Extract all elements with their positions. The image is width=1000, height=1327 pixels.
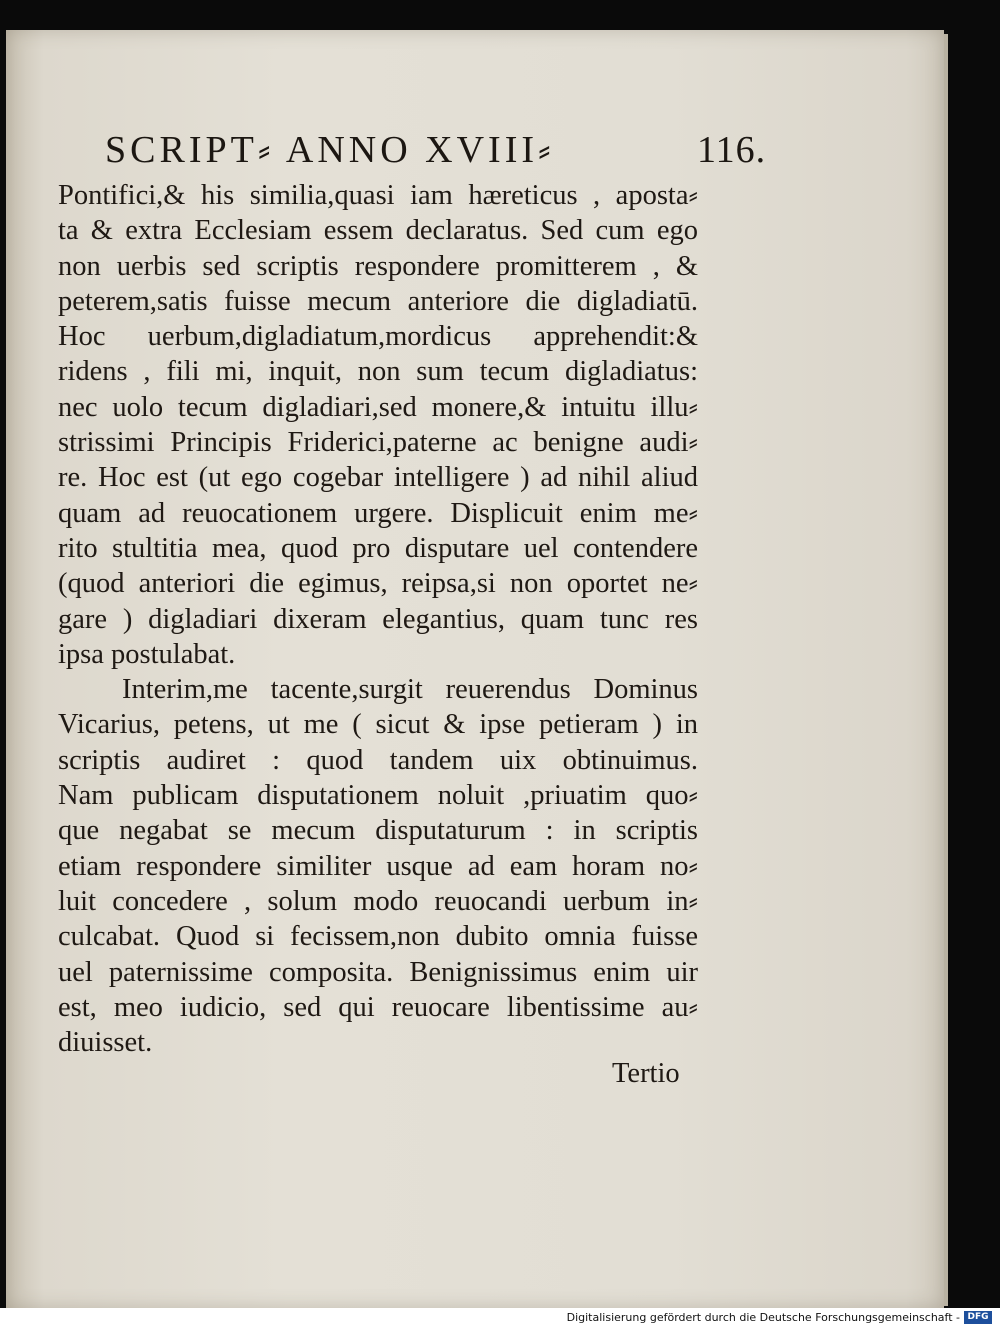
text-line: etiam respondere similiter usque ad eam horam no⸗: [58, 850, 698, 882]
text-line: Hoc uerbum,digladiatum,mordicus apprehendit:&: [58, 321, 698, 353]
catchword: Tertio: [612, 1058, 680, 1089]
text-line: (quod anteriori die egimus, reipsa,si non oportet ne⸗: [58, 568, 698, 600]
running-header: [105, 128, 765, 174]
text-line: uel paternissime composita. Benignissimus enim uir: [58, 956, 698, 988]
text-line: est, meo iudicio, sed qui reuocare libentissime au⸗: [58, 991, 698, 1023]
text-line: culcabat. Quod si fecissem,non dubito omnia fuisse: [58, 921, 698, 953]
running-title: SCRIPT⸗ ANNO XVIII⸗: [105, 129, 555, 171]
text-line: Nam publicam disputationem noluit ,priuatim quo⸗: [58, 780, 698, 812]
page-edge: [944, 34, 948, 1306]
text-line: non uerbis sed scriptis respondere promitterem , &: [58, 250, 698, 282]
text-line: Vicarius, petens, ut me ( sicut & ipse petieram ) in: [58, 709, 698, 741]
text-line: que negabat se mecum disputaturum : in scriptis: [58, 815, 698, 847]
text-line: ipsa postulabat.: [58, 638, 236, 670]
footer-bar: [0, 1308, 1000, 1327]
text-line: luit concedere , solum modo reuocandi uerbum in⸗: [58, 885, 698, 917]
text-line: ta & extra Ecclesiam essem declaratus. Sed cum ego: [58, 215, 698, 247]
text-line: Pontifici,& his similia,quasi iam hæreticus , aposta⸗: [58, 180, 698, 211]
text-line: strissimi Principis Friderici,paterne ac benigne audi⸗: [58, 427, 698, 459]
text-line: scriptis audiret : quod tandem uix obtinuimus.: [58, 744, 698, 776]
text-line: ridens , fili mi, inquit, non sum tecum digladiatus:: [58, 356, 698, 388]
text-line: diuisset.: [58, 1027, 153, 1059]
text-line: nec uolo tecum digladiari,sed monere,& intuitu illu⸗: [58, 391, 698, 423]
text-line: re. Hoc est (ut ego cogebar intelligere ) ad nihil aliud: [58, 462, 698, 494]
text-line: rito stultitia mea, quod pro disputare uel contendere: [58, 532, 698, 564]
dfg-logo: DFG: [964, 1311, 992, 1324]
body-text: [58, 178, 698, 1060]
text-line: quam ad reuocationem urgere. Displicuit enim me⸗: [58, 497, 698, 529]
text-line: Interim,me tacente,surgit reuerendus Dominus: [122, 674, 698, 706]
text-line: gare ) digladiari dixeram elegantius, quam tunc res: [58, 603, 698, 635]
funding-credit: Digitalisierung gefördert durch die Deutsche Forschungsgemeinschaft -: [566, 1311, 960, 1324]
page-number: 116.: [697, 129, 767, 171]
text-line: peterem,satis fuisse mecum anteriore die digladiatū.: [58, 285, 698, 317]
